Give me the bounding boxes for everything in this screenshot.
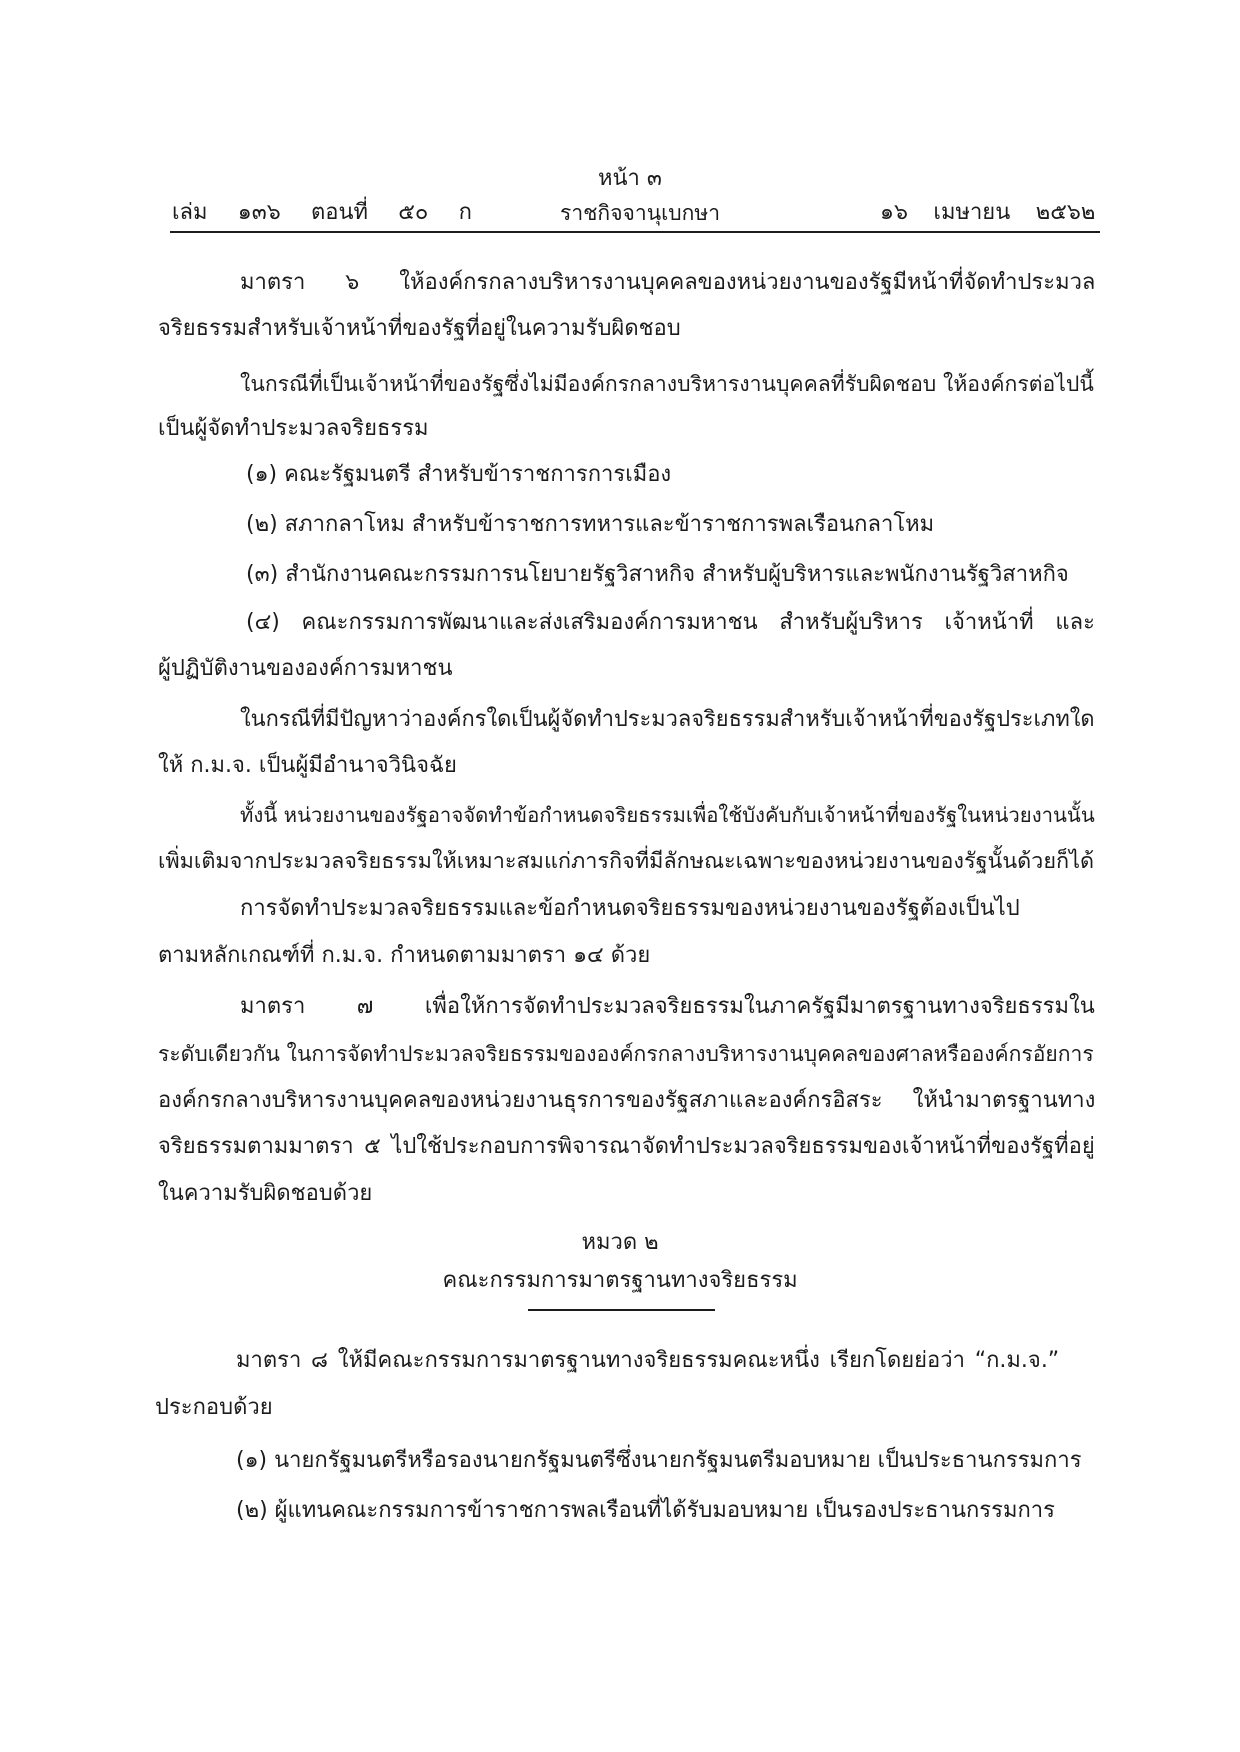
chapter-number: หมวด ๒ — [581, 1230, 659, 1255]
section-6-para-5-line-2: ตามหลักเกณฑ์ที่ ก.ม.จ. กำหนดตามมาตรา ๑๔ ด้วย — [158, 943, 651, 968]
section-8-item-2: (๒) ผู้แทนคณะกรรมการข้าราชการพลเรือนที่ได้รับมอบหมาย เป็นรองประธานกรรมการ — [236, 1498, 1055, 1523]
gazette-name: ราชกิจจานุเบกษา — [560, 200, 721, 225]
section-6-para-2-line-2: เป็นผู้จัดทำประมวลจริยธรรม — [158, 416, 429, 441]
section-6-line-2: จริยธรรมสำหรับเจ้าหน้าที่ของรัฐที่อยู่ในความรับผิดชอบ — [158, 316, 681, 341]
header-rule — [170, 231, 1100, 233]
chapter-rule — [528, 1309, 715, 1311]
section-7-line-2: ระดับเดียวกัน ในการจัดทำประมวลจริยธรรมขององค์กรกลางบริหารงานบุคคลของศาลหรือองค์กรอัยการ — [158, 1041, 1094, 1066]
section-7-line-4: จริยธรรมตามมาตรา ๕ ไปใช้ประกอบการพิจารณาจัดทำประมวลจริยธรรมของเจ้าหน้าที่ของรัฐที่อยู่ — [158, 1134, 1095, 1159]
section-8-line-1: มาตรา ๘ ให้มีคณะกรรมการมาตรฐานทางจริยธรรมคณะหนึ่ง เรียกโดยย่อว่า “ก.ม.จ.” — [236, 1348, 1060, 1373]
section-6-para-3-line-1: ในกรณีที่มีปัญหาว่าองค์กรใดเป็นผู้จัดทำประมวลจริยธรรมสำหรับเจ้าหน้าที่ของรัฐประเภทใด — [240, 707, 1095, 732]
publication-date: ๑๖ เมษายน ๒๕๖๒ — [880, 200, 1096, 225]
section-6-item-1: (๑) คณะรัฐมนตรี สำหรับข้าราชการการเมือง — [246, 462, 672, 487]
section-7-line-5: ในความรับผิดชอบด้วย — [158, 1181, 373, 1206]
section-7-line-3: องค์กรกลางบริหารงานบุคคลของหน่วยงานธุรการของรัฐสภาและองค์กรอิสระ ให้นำมาตรฐานทาง — [158, 1088, 1096, 1113]
section-6-para-4-line-1: ทั้งนี้ หน่วยงานของรัฐอาจจัดทำข้อกำหนดจริยธรรมเพื่อใช้บังคับกับเจ้าหน้าที่ของรัฐในหน่วยงานนั้น — [240, 803, 1095, 827]
section-6-line-1: มาตรา ๖ ให้องค์กรกลางบริหารงานบุคคลของหน่วยงานของรัฐมีหน้าที่จัดทำประมวล — [240, 270, 1096, 295]
chapter-title: คณะกรรมการมาตรฐานทางจริยธรรม — [442, 1268, 798, 1293]
section-6-item-4-line-2: ผู้ปฏิบัติงานขององค์การมหาชน — [158, 656, 453, 681]
section-6-para-4-line-2: เพิ่มเติมจากประมวลจริยธรรมให้เหมาะสมแก่ภารกิจที่มีลักษณะเฉพาะของหน่วยงานของรัฐนั้นด้วยก็ได้ — [158, 849, 1095, 874]
section-6-item-4-line-1: (๔) คณะกรรมการพัฒนาและส่งเสริมองค์การมหาชน สำหรับผู้บริหาร เจ้าหน้าที่ และ — [246, 610, 1095, 635]
page-number: หน้า ๓ — [598, 166, 662, 191]
section-6-item-2: (๒) สภากลาโหม สำหรับข้าราชการทหารและข้าราชการพลเรือนกลาโหม — [246, 512, 935, 537]
section-6-para-5-line-1: การจัดทำประมวลจริยธรรมและข้อกำหนดจริยธรรมของหน่วยงานของรัฐต้องเป็นไป — [240, 896, 1020, 921]
section-6-item-3: (๓) สำนักงานคณะกรรมการนโยบายรัฐวิสาหกิจ สำหรับผู้บริหารและพนักงานรัฐวิสาหกิจ — [246, 562, 1069, 587]
section-6-para-3-line-2: ให้ ก.ม.จ. เป็นผู้มีอำนาจวินิจฉัย — [158, 753, 457, 778]
volume-issue: เล่ม ๑๓๖ ตอนที่ ๕๐ ก — [172, 200, 472, 225]
section-8-line-2: ประกอบด้วย — [155, 1395, 273, 1420]
section-8-item-1: (๑) นายกรัฐมนตรีหรือรองนายกรัฐมนตรีซึ่งนายกรัฐมนตรีมอบหมาย เป็นประธานกรรมการ — [236, 1448, 1082, 1473]
section-7-line-1: มาตรา ๗ เพื่อให้การจัดทำประมวลจริยธรรมในภาครัฐมีมาตรฐานทางจริยธรรมใน — [240, 994, 1095, 1019]
section-6-para-2-line-1: ในกรณีที่เป็นเจ้าหน้าที่ของรัฐซึ่งไม่มีองค์กรกลางบริหารงานบุคคลที่รับผิดชอบ ให้องค์กรต่อไปนี้ — [240, 371, 1094, 396]
